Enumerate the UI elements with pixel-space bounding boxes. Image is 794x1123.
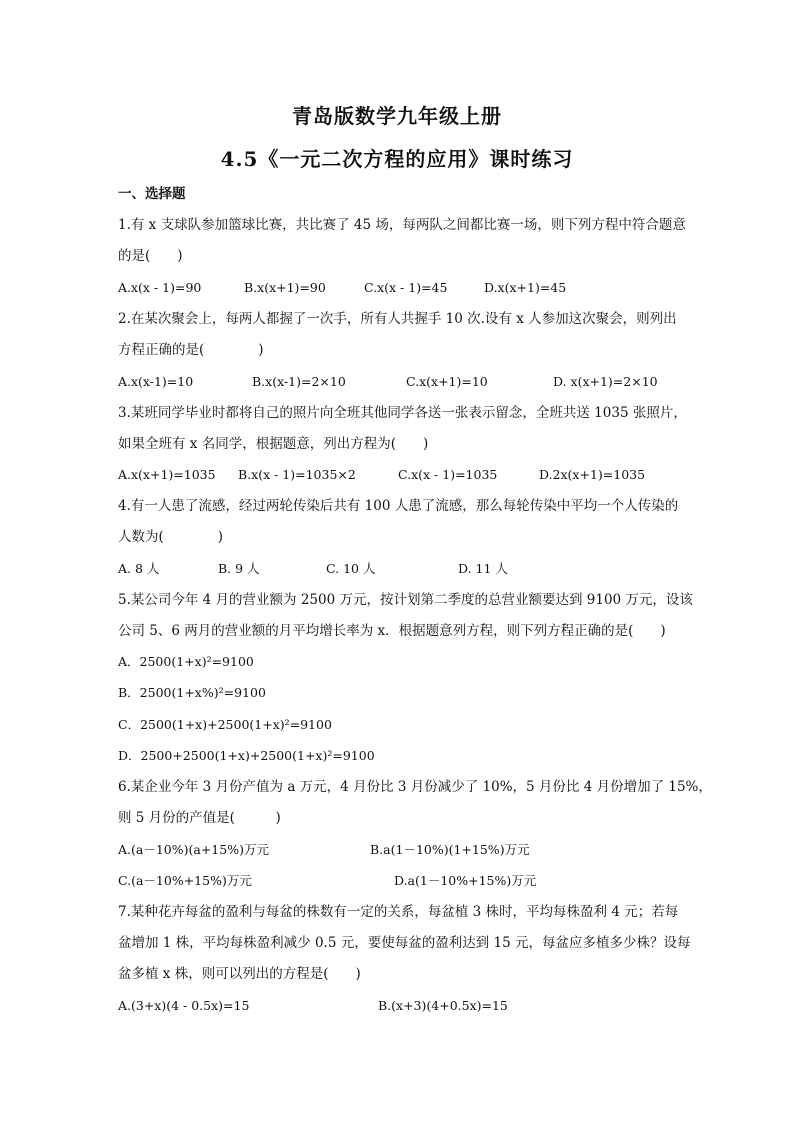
question-2-option-d: D. x(x+1)=2×10 — [553, 374, 658, 389]
question-2-option-b: B.x(x-1)=2×10 — [252, 374, 346, 389]
question-2-option-a: A.x(x-1)=10 — [118, 374, 194, 389]
question-3-line-2: 如果全班有 x 名同学，根据题意，列出方程为( ) — [118, 436, 429, 452]
question-7-line-2: 盆增加 1 株，平均每株盈利减少 0.5 元，要使每盆的盈利达到 15 元，每盆应多植多少株？设每 — [118, 935, 691, 951]
question-6-line-2: 则 5 月份的产值是( ) — [118, 810, 281, 826]
question-7-option-b: B.(x+3)(4+0.5x)=15 — [378, 998, 508, 1013]
question-4-option-d: D. 11 人 — [458, 561, 508, 576]
question-7-line-3: 盆多植 x 株，则可以列出的方程是( ) — [118, 966, 361, 982]
question-1-line-1: 1.有 x 支球队参加篮球比赛，共比赛了 45 场，每两队之间都比赛一场，则下列方程中符合题意 — [118, 217, 686, 233]
question-4-line-1: 4.有一人患了流感，经过两轮传染后共有 100 人患了流感，那么每轮传染中平均一个人传染的 — [118, 498, 679, 514]
question-7-line-1: 7.某种花卉每盆的盈利与每盆的株数有一定的关系，每盆植 3 株时，平均每株盈利 4 元；若每 — [118, 904, 679, 920]
question-7-option-a: A.(3+x)(4 - 0.5x)=15 — [118, 998, 250, 1013]
question-6-option-a: A.(a－10%)(a+15%)万元 — [118, 842, 269, 857]
question-4-option-c: C. 10 人 — [326, 561, 376, 576]
question-5-option-b: B．2500(1+x%)²=9100 — [118, 685, 266, 700]
question-1-option-c: C.x(x - 1)=45 — [364, 280, 448, 295]
question-2-option-c: C.x(x+1)=10 — [406, 374, 488, 389]
question-3-line-1: 3.某班同学毕业时都将自己的照片向全班其他同学各送一张表示留念，全班共送 1035 张照片， — [118, 405, 687, 421]
question-4-option-a: A. 8 人 — [118, 561, 160, 576]
question-5-line-1: 5.某公司今年 4 月的营业额为 2500 万元，按计划第二季度的总营业额要达到 9100 万元，设该 — [118, 592, 693, 608]
question-6-line-1: 6.某企业今年 3 月份产值为 a 万元，4 月份比 3 月份减少了 10%，5 月份比 4 月份增加了 15%， — [118, 779, 712, 795]
question-1-option-b: B.x(x+1)=90 — [244, 280, 326, 295]
section-heading: 一、选择题 — [118, 186, 186, 202]
question-2-line-2: 方程正确的是( ) — [118, 342, 264, 358]
question-6-option-d: D.a(1－10%+15%)万元 — [394, 873, 537, 888]
question-5-option-c: C．2500(1+x)+2500(1+x)²=9100 — [118, 717, 332, 732]
question-1-line-2: 的是( ) — [118, 248, 183, 264]
question-1-option-a: A.x(x - 1)=90 — [118, 280, 202, 295]
question-5-line-2: 公司 5、6 两月的营业额的月平均增长率为 x．根据题意列方程，则下列方程正确的是( ) — [118, 623, 666, 639]
question-3-option-c: C.x(x - 1)=1035 — [398, 467, 498, 482]
question-2-line-1: 2.在某次聚会上，每两人都握了一次手，所有人共握手 10 次.设有 x 人参加这次聚会，则列出 — [118, 311, 677, 327]
page-subtitle: 4.5《一元二次方程的应用》课时练习 — [220, 147, 574, 171]
question-4-line-2: 人数为( ) — [118, 529, 224, 545]
question-3-option-b: B.x(x - 1)=1035×2 — [238, 467, 356, 482]
question-3-option-a: A.x(x+1)=1035 — [118, 467, 216, 482]
question-5-option-d: D．2500+2500(1+x)+2500(1+x)²=9100 — [118, 748, 375, 763]
question-5-option-a: A．2500(1+x)²=9100 — [118, 654, 254, 669]
question-6-option-b: B.a(1－10%)(1+15%)万元 — [370, 842, 530, 857]
page-title: 青岛版数学九年级上册 — [292, 104, 502, 128]
question-6-option-c: C.(a－10%+15%)万元 — [118, 873, 252, 888]
question-3-option-d: D.2x(x+1)=1035 — [539, 467, 646, 482]
question-4-option-b: B. 9 人 — [218, 561, 260, 576]
question-1-option-d: D.x(x+1)=45 — [484, 280, 567, 295]
